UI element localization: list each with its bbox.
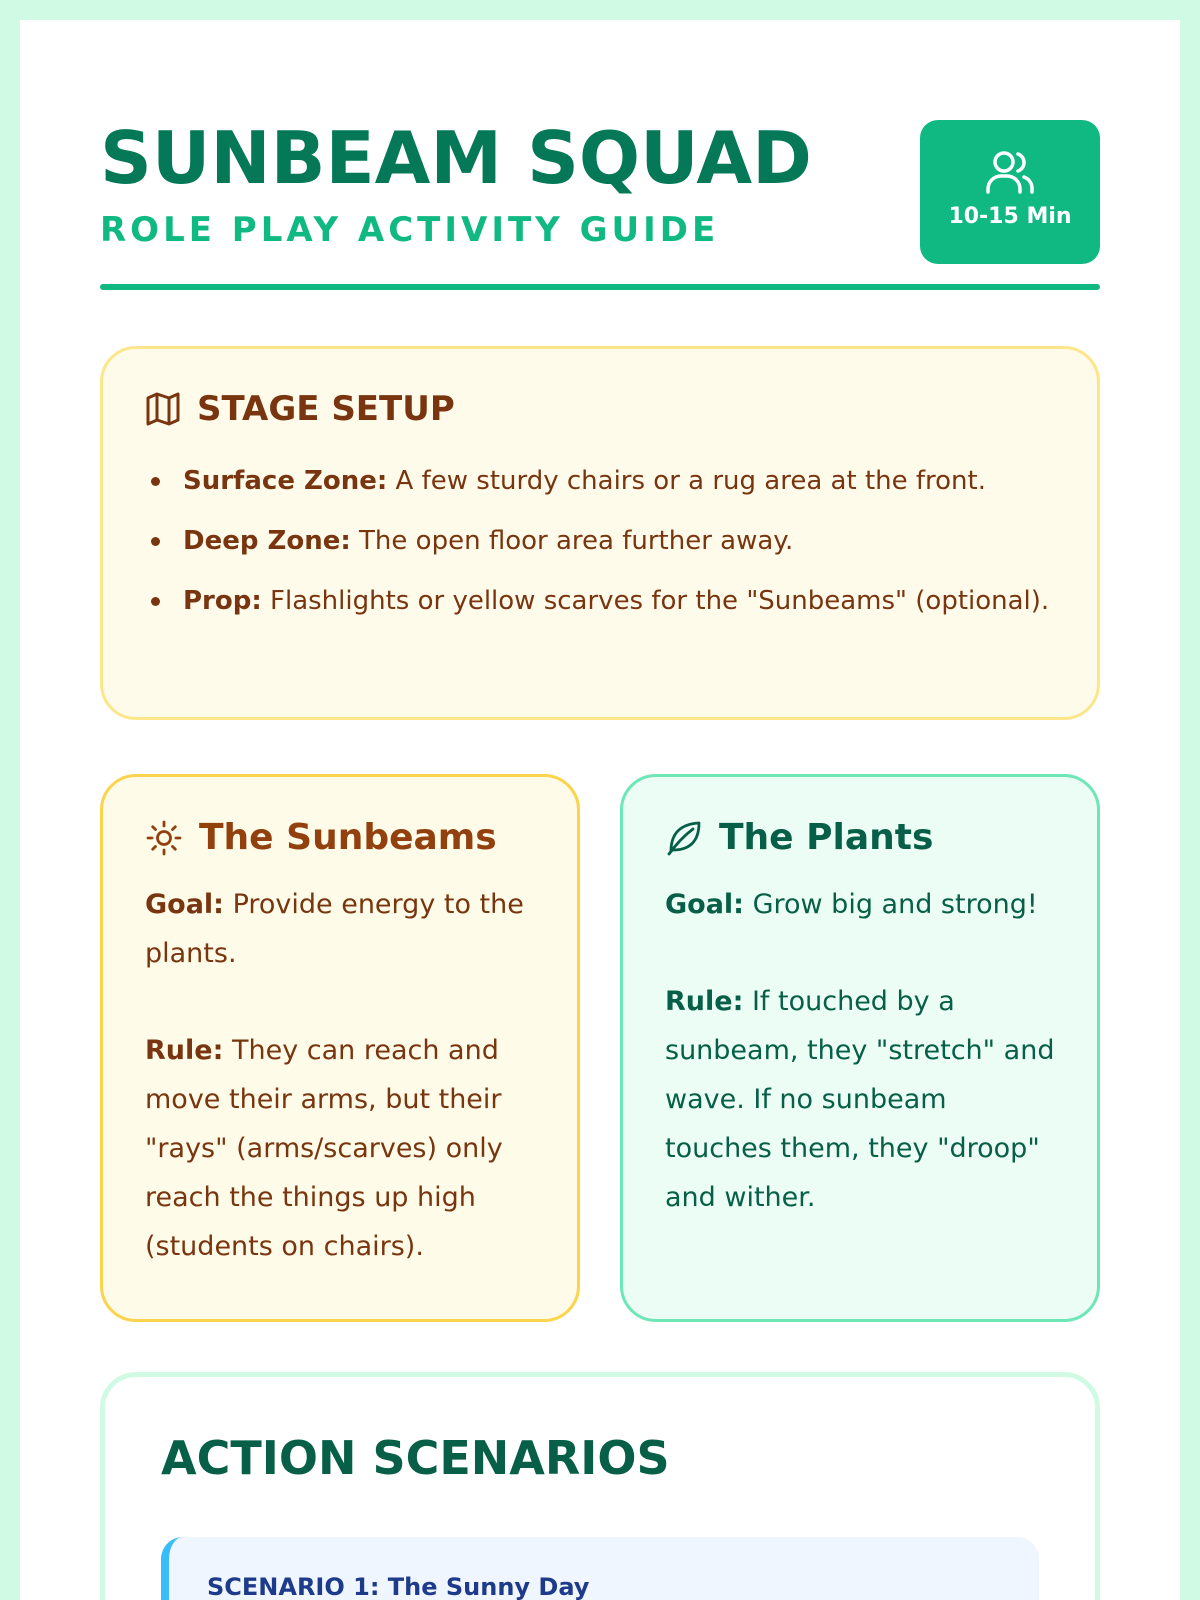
plants-card [620,774,1100,1322]
scenario-title: SCENARIO 1: The Sunny Day [207,1573,590,1600]
list-item [145,457,1055,505]
page-subtitle: ROLE PLAY ACTIVITY GUIDE [100,210,720,250]
header [100,118,1100,308]
plants-title: The Plants [719,817,934,858]
goal-label: Goal: [145,889,224,920]
item-text: A few sturdy chairs or a rug area at the front. [387,466,986,496]
header-divider [100,284,1100,290]
item-label: Prop: [183,586,262,616]
stage-setup-list [145,457,1055,625]
sunbeams-title: The Sunbeams [199,817,497,858]
rule-text: They can reach and move their arms, but their "rays" (arms/scarves) only reach the things up high (students on chairs). [145,1035,503,1262]
action-scenarios-title: ACTION SCENARIOS [161,1431,670,1485]
map-icon [145,392,181,426]
duration-badge [920,120,1100,264]
item-label: Surface Zone: [183,466,388,496]
action-scenarios-section [100,1372,1100,1600]
users-icon [984,148,1036,196]
stage-setup-heading [145,389,1055,429]
plants-rule [665,977,1055,1222]
sunbeams-goal [145,880,535,978]
sunbeams-card [100,774,580,1322]
sun-icon [145,819,183,857]
rule-text: If touched by a sunbeam, they "stretch" and wave. If no sunbeam touches them, they "droop" and wither. [665,986,1055,1213]
list-item [145,577,1055,625]
sunbeams-rule [145,1026,535,1271]
duration-text: 10-15 Min [948,204,1072,229]
sunbeams-heading [145,817,535,858]
item-label: Deep Zone: [183,526,351,556]
plants-goal [665,880,1055,929]
goal-label: Goal: [665,889,744,920]
list-item [145,517,1055,565]
activity-guide-page [20,20,1180,1600]
goal-text: Provide energy to the plants. [145,889,524,969]
item-text: Flashlights or yellow scarves for the "Sunbeams" (optional). [261,586,1050,616]
item-text: The open floor area further away. [350,526,794,556]
page-title: SUNBEAM SQUAD [100,116,812,200]
stage-setup-card [100,346,1100,720]
rule-label: Rule: [145,1035,224,1066]
leaf-icon [665,819,703,857]
plants-heading [665,817,1055,858]
scenario-card [161,1537,1039,1600]
stage-setup-title: STAGE SETUP [197,389,455,429]
goal-text: Grow big and strong! [743,889,1038,920]
rule-label: Rule: [665,986,744,1017]
